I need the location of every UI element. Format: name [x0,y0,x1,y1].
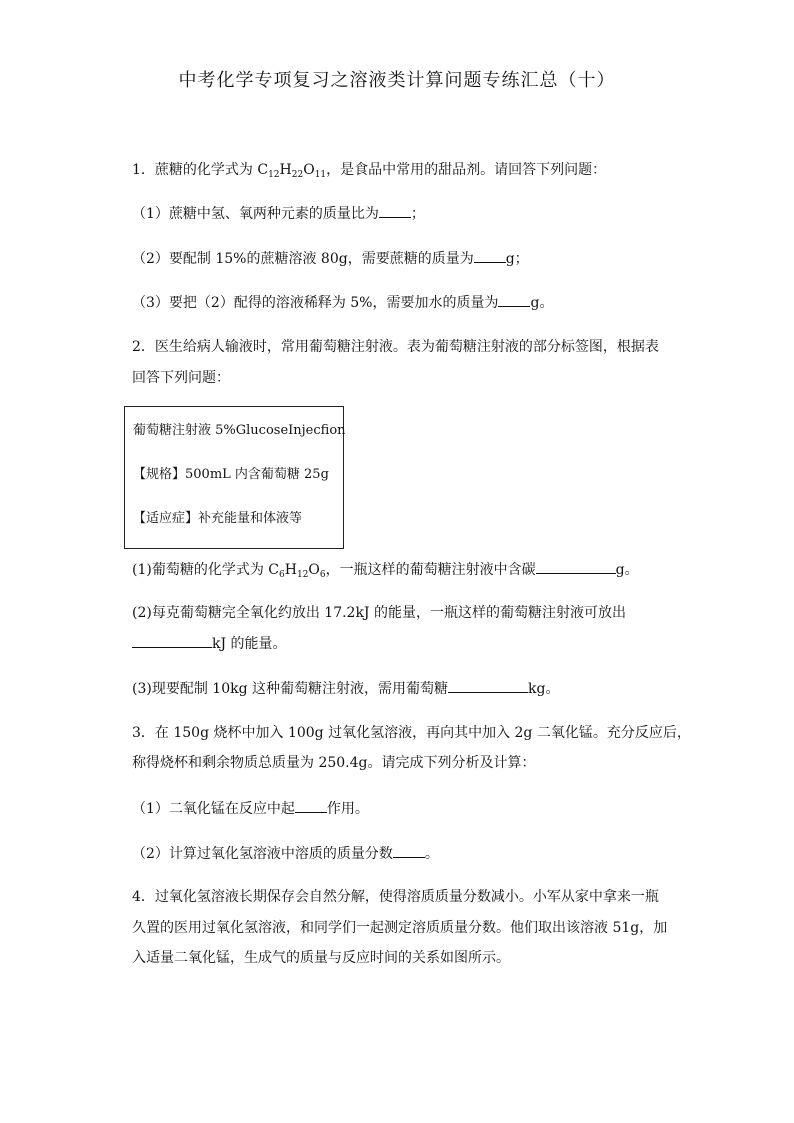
q2-part1-h: H [284,562,297,578]
q4-line1: 4．过氧化氢溶液长期保存会自然分解，使得溶质质量分数减小。小军从家中拿来一瓶 [132,889,659,905]
q3-part1 [132,798,369,819]
q2-part1 [132,559,639,580]
answer-blank[interactable] [474,248,506,263]
q2-part3-tail: kg。 [528,681,560,697]
q1-part3 [132,292,553,313]
page-title: 中考化学专项复习之溶液类计算问题专练汇总（十） [178,70,616,91]
q1-part2-tail: g； [505,251,529,267]
q1-stem-tail: ，是食品中常用的甜品剂。请回答下列问题： [326,162,607,178]
q3-part2-text: （2）计算过氧化氢溶液中溶质的质量分数 [132,846,393,862]
q1-part3-tail: g。 [530,295,554,311]
q1-part1-text: （1）蔗糖中氢、氧两种元素的质量比为 [132,206,379,222]
q1-sub-h: 22 [291,170,304,180]
q2-sub-c: 6 [279,570,285,580]
q1-part3-text: （3）要把（2）配得的溶液稀释为 5%，需要加水的质量为 [132,295,499,311]
q1-part1-tail: ； [410,206,425,222]
q1-stem-text: 1．蔗糖的化学式为 C [132,162,269,178]
answer-blank[interactable] [498,292,530,307]
label-row-indication: 【适应症】补充能量和体液等 [133,511,303,526]
q2-part3-text: (3)现要配制 10kg 这种葡萄糖注射液，需用葡萄糖 [132,681,448,697]
answer-blank[interactable] [132,633,212,648]
q1-sub-c: 12 [268,170,280,180]
q2-part1-text: (1)葡萄糖的化学式为 C [132,562,279,578]
q1-stem-o: O [303,162,315,178]
q1-part2 [132,248,529,269]
q2-part3 [132,678,559,699]
q3-part2-tail: 。 [424,846,439,862]
answer-blank[interactable] [393,843,425,858]
answer-blank[interactable] [448,678,528,693]
q3-stem-line2: 称得烧杯和剩余物质总质量为 250.4g。请完成下列分析及计算： [132,755,536,771]
q2-sub-h: 12 [296,570,309,580]
q3-part1-text: （1）二氧化锰在反应中起 [132,801,295,817]
q2-part2-line2 [132,633,287,654]
q1-stem [132,160,606,180]
q2-part1-tail: g。 [615,562,639,578]
q3-part1-tail: 作用。 [326,801,369,817]
q2-part2-line1: (2)每克葡萄糖完全氧化约放出 17.2kJ 的能量，一瓶这样的葡萄糖注射液可放出 [132,605,626,621]
label-row-spec: 【规格】500mL 内含葡萄糖 25g [133,467,329,482]
q2-part1-o: O [308,562,320,578]
q2-stem-line1: 2．医生给病人输液时，常用葡萄糖注射液。表为葡萄糖注射液的部分标签图，根据表 [132,339,659,355]
q3-part2 [132,843,439,864]
answer-blank[interactable] [536,559,616,574]
q1-sub-o: 11 [314,170,327,180]
answer-blank[interactable] [379,203,411,218]
q1-part1 [132,203,425,224]
q2-stem-line2: 回答下列问题： [132,370,230,386]
q2-part2-tail: kJ 的能量。 [212,636,287,652]
q1-part2-text: （2）要配制 15%的蔗糖溶液 80g，需要蔗糖的质量为 [132,251,474,267]
q3-stem-line1: 3．在 150g 烧杯中加入 100g 过氧化氢溶液，再向其中加入 2g 二氧化锰。充分反应后， [132,725,691,741]
answer-blank[interactable] [295,798,327,813]
q4-line2: 久置的医用过氧化氢溶液，和同学们一起测定溶质质量分数。他们取出该溶液 51g，加 [132,920,668,936]
q2-sub-o: 6 [319,570,326,580]
q4-line3: 入适量二氧化锰，生成气的质量与反应时间的关系如图所示。 [132,950,510,966]
injection-label-box [124,406,344,549]
label-row-name: 葡萄糖注射液 5%GlucoseInjecfion [133,423,346,438]
q1-stem-h: H [279,162,292,178]
q2-part1-mid: ，一瓶这样的葡萄糖注射液中含碳 [325,562,536,578]
